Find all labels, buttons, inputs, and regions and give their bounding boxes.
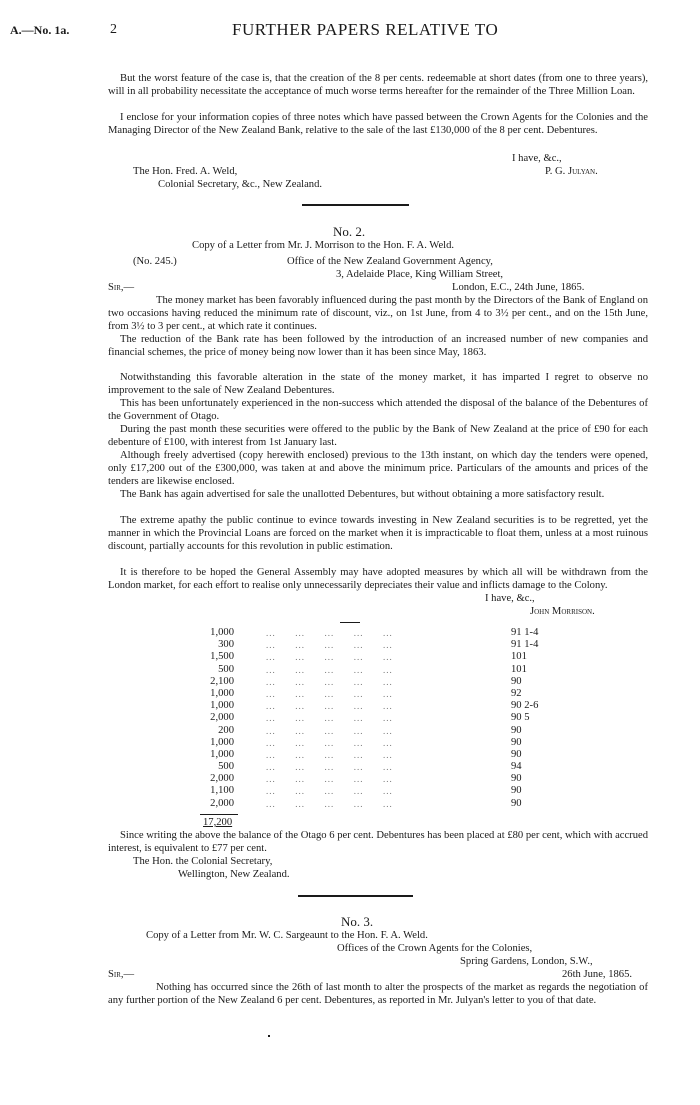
leader-dots: ... ... ... ... ... [266, 628, 393, 638]
tender-price: 94 [511, 761, 522, 773]
closing: I have, &c., [512, 153, 562, 164]
tender-price: 90 [511, 748, 522, 760]
tender-price: 90 [511, 736, 522, 748]
salutation: Sir,— [108, 282, 135, 293]
paragraph: The money market has been favorably influenced during the past month by the Directors of the Bank of England on two occasions having reduced the minimum rate of discount, viz., on 1st June, from 4 to 3½ per cent., and on the 15th June, from 3½ to 3 per cent., at which rate it continues. [108, 295, 648, 332]
leader-dots: ... ... ... ... ... [266, 713, 393, 724]
paragraph: I enclose for your information copies of three notes which have passed between the Crown Agents for the Colonies and the Managing Director of the New Zealand Bank, relative to the sale of the last £130,000 of the 8 per cent. Debentures. [108, 112, 648, 136]
sender-address: Spring Gardens, London, S.W., [460, 956, 593, 967]
paragraph: The extreme apathy the public continue to evince towards investing in New Zealand securities is to be regretted, yet the manner in which the Provincial Loans are forced on the market when it is impracticable to float them, unless at a most ruinous discount, partially accounts for this revolution in public estimation. [108, 515, 648, 552]
tender-price: 90 2-6 [511, 700, 539, 712]
leader-dots: ... ... ... ... ... [266, 762, 393, 773]
paragraph: But the worst feature of the case is, that the creation of the 8 per cents. redeemable at short dates (from one to three years), will in all probability necessitate the acceptance of much worse terms hereafter for the remainder of the Three Million Loan. [108, 73, 648, 97]
leader-dots: ... ... ... ... ... [266, 676, 393, 687]
signature: P. G. Julyan. [545, 166, 598, 177]
paragraph: Although freely advertised (copy herewith enclosed) previous to the 13th instant, on which day the tenders were opened, only £17,200 out of the £300,000, was taken at and above the minimum price. Particulars of the amounts and prices of the tenders are likewise enclosed. [108, 450, 648, 487]
leader-dots: ... ... ... ... ... [266, 737, 393, 748]
leader-dots: ... ... ... ... ... [266, 652, 393, 663]
table-row [200, 676, 540, 688]
tender-price: 92 [511, 687, 522, 699]
table-row [200, 785, 540, 797]
letter-date: 26th June, 1865. [562, 969, 633, 980]
tender-amount: 1,000 [210, 748, 234, 760]
tender-amount: 1,000 [210, 736, 234, 748]
section-divider [302, 204, 409, 206]
tender-price: 91 1-4 [511, 627, 539, 638]
tender-amount: 1,000 [210, 627, 234, 638]
paragraph: Notwithstanding this favorable alteration in the state of the money market, it has imparted I regret to observe no improvement to the sale of New Zealand Debentures. [108, 372, 648, 396]
leader-dots: ... ... ... ... ... [266, 749, 393, 760]
table-row [200, 651, 540, 663]
page-number: 2 [110, 22, 117, 37]
tenders-table [200, 627, 540, 810]
addressee: Colonial Secretary, &c., New Zealand. [158, 179, 323, 190]
paragraph: Nothing has occurred since the 26th of last month to alter the prospects of the market as regards the negotiation of any further portion of the New Zealand 6 per cent. Debentures, as reported in Mr. Julyan's letter to you of that date. [108, 982, 648, 1006]
leader-dots: ... ... ... ... ... [266, 640, 393, 651]
signature: John Morrison. [530, 606, 595, 617]
tender-price: 90 [511, 724, 522, 736]
leader-dots: ... ... ... ... ... [266, 774, 393, 785]
addressee: The Hon. Fred. A. Weld, [133, 166, 238, 177]
letter-title: Copy of a Letter from Mr. W. C. Sargeaunt to the Hon. F. A. Weld. [146, 930, 428, 941]
tender-price: 90 [511, 773, 522, 785]
table-row [200, 773, 540, 785]
tender-amount: 1,100 [210, 785, 234, 797]
table-row [200, 798, 540, 810]
end-mark [268, 1035, 270, 1037]
paragraph: This has been unfortunately experienced in the non-success which attended the disposal of the balance of the Debentures of the Government of Otago. [108, 398, 648, 422]
tenders-total: 17,200 [203, 817, 233, 828]
salutation: Sir,— [108, 969, 135, 980]
table-row [200, 737, 540, 749]
addressee: The Hon. the Colonial Secretary, [133, 856, 273, 867]
tender-amount: 1,500 [210, 651, 234, 663]
leader-dots: ... ... ... ... ... [266, 798, 393, 809]
tender-amount: 2,000 [210, 797, 234, 809]
closing: I have, &c., [485, 593, 535, 604]
sender-address: Office of the New Zealand Government Agency, [287, 256, 493, 267]
paragraph: It is therefore to be hoped the General Assembly may have adopted measures by which all will be withdrawn from the London market, for each effort to realise only unnecessarily depreciates their value and inflicts damage to the Colony. [108, 567, 648, 591]
leader-dots: ... ... ... ... ... [266, 701, 393, 712]
tender-amount: 2,000 [210, 712, 234, 724]
table-row [200, 627, 540, 639]
tender-amount: 500 [218, 663, 234, 675]
leader-dots: ... ... ... ... ... [266, 725, 393, 736]
paragraph: The Bank has again advertised for sale the unallotted Debentures, but without obtaining a more satisfactory result. [120, 489, 605, 500]
letter-date: London, E.C., 24th June, 1865. [452, 282, 585, 293]
paragraph: During the past month these securities were offered to the public by the Bank of New Zealand at the price of £90 for each debenture of £100, with interest from 1st January last. [108, 424, 648, 448]
tender-price: 101 [511, 651, 527, 663]
tender-price: 90 [511, 797, 522, 809]
table-row [200, 761, 540, 773]
table-divider [340, 622, 360, 623]
tender-price: 90 [511, 675, 522, 687]
leader-dots: ... ... ... ... ... [266, 688, 393, 699]
total-rule [200, 814, 238, 815]
letter-number: No. 2. [333, 224, 366, 239]
table-row [200, 700, 540, 712]
leader-dots: ... ... ... ... ... [266, 786, 393, 797]
table-row [200, 749, 540, 761]
section-divider [298, 895, 413, 897]
leader-dots: ... ... ... ... ... [266, 664, 393, 675]
document-reference: A.—No. 1a. [10, 23, 70, 37]
sender-address: 3, Adelaide Place, King William Street, [336, 269, 504, 280]
reference-number: (No. 245.) [133, 256, 177, 267]
letter-title: Copy of a Letter from Mr. J. Morrison to the Hon. F. A. Weld. [192, 240, 455, 251]
tender-price: 91 1-4 [511, 639, 539, 651]
tender-price: 90 5 [511, 712, 530, 724]
sender-address: Offices of the Crown Agents for the Colonies, [337, 943, 533, 954]
tender-amount: 2,000 [210, 773, 234, 785]
tender-amount: 1,000 [210, 700, 234, 712]
tender-amount: 1,000 [210, 687, 234, 699]
tender-amount: 200 [218, 724, 234, 736]
tender-price: 90 [511, 785, 522, 797]
table-row [200, 639, 540, 651]
postscript: Since writing the above the balance of the Otago 6 per cent. Debentures has been placed at £80 per cent, which with accrued interest, is equivalent to £77 per cent. [108, 830, 648, 854]
tender-amount: 500 [218, 761, 234, 773]
letter-number: No. 3. [341, 914, 374, 929]
tender-amount: 2,100 [210, 675, 234, 687]
running-title: FURTHER PAPERS RELATIVE TO [232, 20, 499, 39]
addressee: Wellington, New Zealand. [178, 869, 290, 880]
table-row [200, 688, 540, 700]
table-row [200, 725, 540, 737]
table-row [200, 712, 540, 724]
tender-price: 101 [511, 663, 527, 675]
paragraph: The reduction of the Bank rate has been followed by the introduction of an increased number of new companies and financial schemes, the price of money being now lower than it has been since May, 1863. [108, 334, 648, 358]
table-row [200, 664, 540, 676]
tender-amount: 300 [218, 639, 234, 651]
